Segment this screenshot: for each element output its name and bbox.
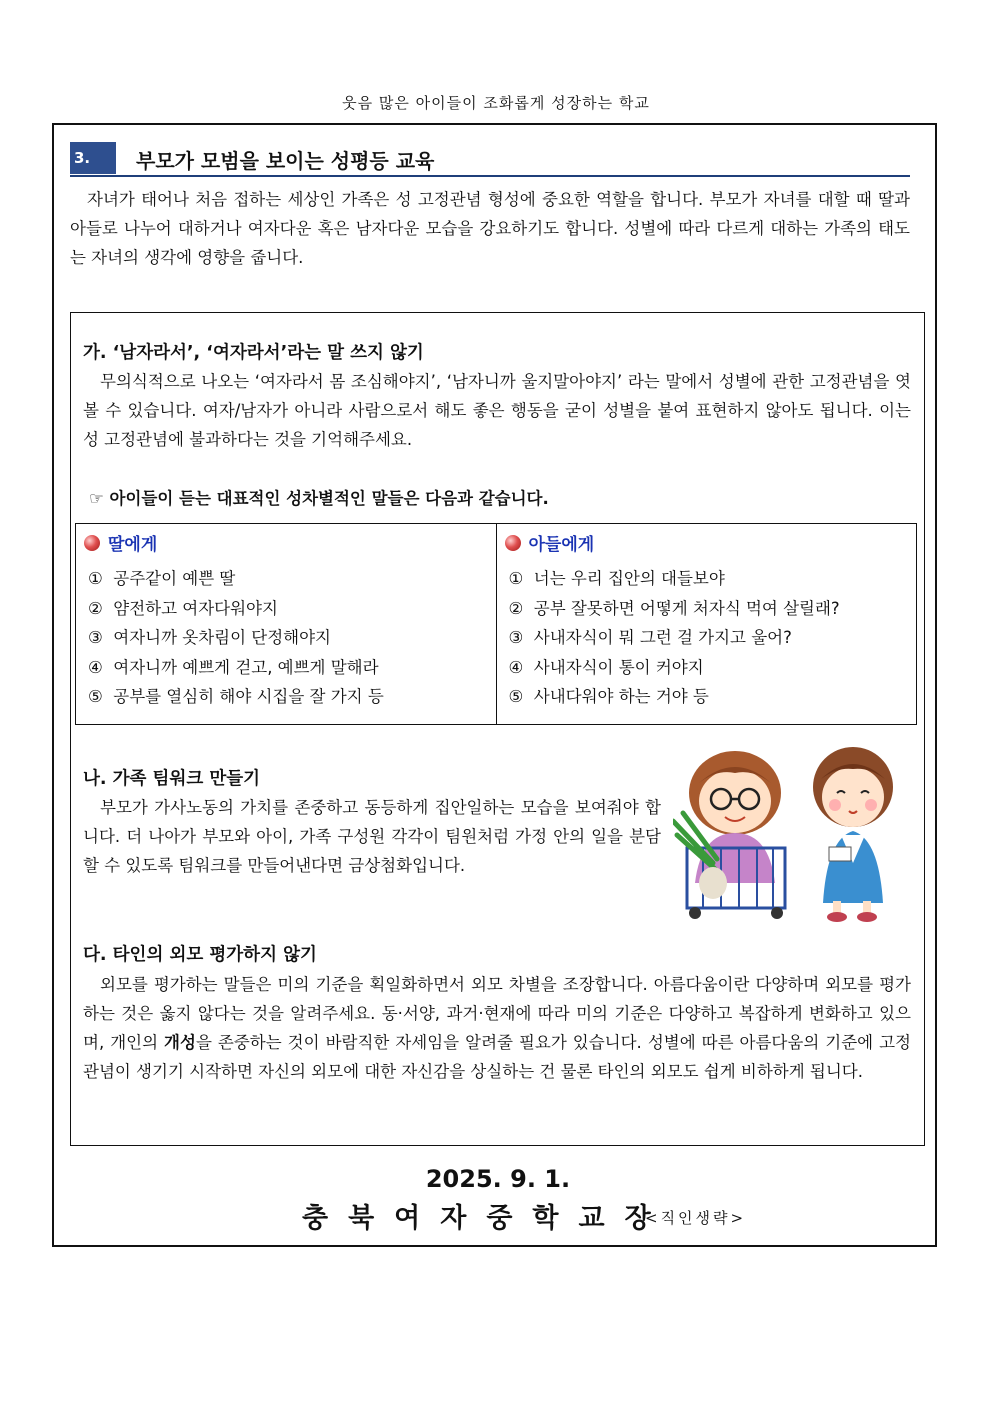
item-number: ②	[88, 598, 103, 618]
item-text: 여자니까 옷차림이 단정해야지	[113, 628, 331, 647]
item-text: 공주같이 예쁜 딸	[113, 569, 236, 588]
phrases-table	[75, 523, 917, 725]
seal-omitted-note: <직인생략>	[645, 1209, 747, 1227]
item-text: 사내자식이 뭐 그런 걸 가지고 울어?	[533, 628, 792, 647]
part-c-body	[83, 970, 911, 1086]
content-box	[70, 312, 925, 1146]
list-item	[509, 653, 840, 683]
part-c-body-text: 외모를 평가하는 말들은 미의 기준을 획일화하면서 외모 차별을 조장합니다. 아름다움이란 다양하며 외모를 평가하는 것은 옳지 않다는 것을 알려주세요. 동·서양, 과거·현재에 따라 미의 기준은 다양하고 복잡하게 변화하고 있으며, 개인의	[83, 975, 911, 1052]
list-item	[509, 623, 840, 653]
daughter-column-header	[84, 530, 157, 555]
section-intro: 자녀가 태어나 처음 접하는 세상인 가족은 성 고정관념 형성에 중요한 역할을 합니다. 부모가 자녀를 대할 때 딸과 아들로 나누어 대하거나 여자다운 혹은 남자다운 모습을 강요하기도 합니다. 성별에 따라 다르게 대하는 가족의 태도는 자녀의 생각에 영향을 줍니다.	[70, 190, 910, 267]
list-item	[88, 623, 384, 653]
section-header	[70, 139, 910, 177]
item-number: ④	[508, 657, 524, 677]
list-item	[88, 682, 384, 712]
red-bullet-icon	[84, 535, 100, 551]
list-item	[509, 682, 840, 712]
part-c-body-text: 을 존중하는 것이 바람직한 자세임을 알려줄 필요가 있습니다. 성별에 따른 아름다움의 기준에 고정관념이 생기기 시작하면 자신의 외모에 대한 자신감을 상실하는 건 물론 타인의 외모도 쉽게 비하하게 됩니다.	[83, 1033, 911, 1081]
child-figure	[813, 747, 893, 922]
item-text: 공부 잘못하면 어떻게 처자식 먹여 살릴래?	[533, 598, 840, 618]
pointing-hand-icon: ☞	[89, 489, 104, 508]
daughter-column-title: 딸에게	[108, 535, 158, 555]
daughter-phrase-list	[88, 564, 384, 712]
son-column	[496, 524, 917, 724]
list-item	[88, 594, 384, 624]
item-number: ⑤	[508, 687, 524, 706]
item-text: 사내다워야 하는 거야 등	[533, 687, 709, 706]
list-item	[509, 594, 840, 624]
document-frame	[52, 123, 937, 1247]
item-number: ⑤	[88, 687, 103, 706]
item-text: 너는 우리 집안의 대들보야	[533, 569, 725, 588]
son-column-title: 아들에게	[528, 535, 595, 555]
item-number: ③	[88, 628, 103, 647]
part-b-body: 부모가 가사노동의 가치를 존중하고 동등하게 집안일하는 모습을 보여줘야 합니다. 더 나아가 부모와 아이, 가족 구성원 각각이 팀원처럼 가정 안의 일을 분담할 수 있도록 팀워크를 만들어낸다면 금상첨화입니다.	[83, 798, 661, 875]
part-b-heading: 나. 가족 팀워크 만들기	[83, 769, 261, 789]
part-c-heading: 다. 타인의 외모 평가하지 않기	[83, 945, 317, 965]
item-number: ③	[508, 628, 524, 647]
list-item	[88, 564, 384, 594]
list-item	[88, 653, 384, 683]
part-a-heading: 가. ‘남자라서’, ‘여자라서’라는 말 쓰지 않기	[83, 343, 424, 363]
principal-signature: 충북여자중학교장	[302, 1203, 671, 1234]
item-text: 사내자식이 통이 커야지	[533, 657, 704, 677]
part-a-body: 무의식적으로 나오는 ‘여자라서 몸 조심해야지’, ‘남자니까 울지말아야지’ 라는 말에서 성별에 관한 고정관념을 엿볼 수 있습니다. 여자/남자가 아니라 사람으로서 해도 좋은 행동을 굳이 성별을 붙여 표현하지 않아도 됩니다. 이는 성 고정관념에 불과하다는 것을 기억해주세요.	[83, 372, 911, 449]
school-motto: 웃음 많은 아이들이 조화롭게 성장하는 학교	[342, 94, 650, 112]
family-teamwork-illustration	[673, 743, 919, 923]
item-text: 공부를 열심히 해야 시집을 잘 가지 등	[113, 687, 384, 706]
list-item	[509, 564, 840, 594]
item-number: ④	[88, 657, 103, 677]
examples-note	[89, 485, 549, 509]
son-column-header	[505, 530, 595, 555]
section-number: 3.	[70, 142, 116, 174]
issue-date: 2025. 9. 1.	[425, 1165, 571, 1193]
item-text: 여자니까 예쁘게 걷고, 예쁘게 말해라	[113, 657, 379, 677]
parent-figure	[673, 751, 785, 919]
examples-note-text: 아이들이 듣는 대표적인 성차별적인 말들은 다음과 같습니다.	[109, 489, 549, 508]
item-number: ①	[508, 569, 524, 588]
item-number: ②	[508, 598, 524, 618]
item-number: ①	[88, 569, 103, 588]
red-bullet-icon	[505, 535, 521, 551]
son-phrase-list	[509, 564, 840, 712]
daughter-column	[76, 524, 496, 724]
section-title: 부모가 모범을 보이는 성평등 교육	[136, 149, 435, 173]
item-text: 얌전하고 여자다워야지	[113, 598, 278, 618]
part-c-emphasis: 개성	[164, 1033, 196, 1052]
